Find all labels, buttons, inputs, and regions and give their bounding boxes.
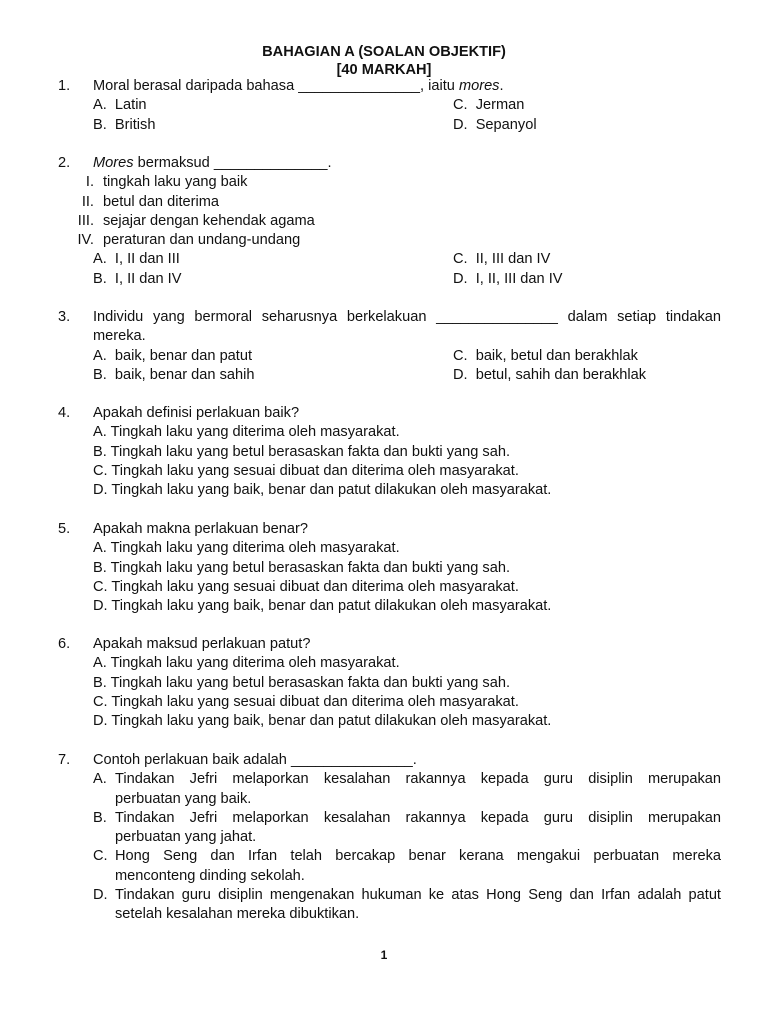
option-d: D. Tingkah laku yang baik, benar dan patut dilakukan oleh masyarakat. <box>93 482 552 499</box>
option-a: A. Tindakan Jefri melaporkan kesalahan rakannya kepada guru disiplin merupakan perbuatan yang baik. <box>93 771 721 807</box>
question-stem-continued: mereka. <box>93 328 146 345</box>
option-a: A. baik, benar dan patut <box>93 347 253 364</box>
question-4 <box>58 404 723 500</box>
option-c: C. baik, betul dan berakhlak <box>453 347 638 364</box>
option-b: B. I, II dan IV <box>93 270 182 287</box>
statement-item: I. tingkah laku yang baik <box>85 174 248 191</box>
question-stem: Contoh perlakuan baik adalah _______________. <box>93 752 417 768</box>
question-stem: Mores bermaksud ______________. <box>93 155 332 171</box>
option-d: D. I, II, III dan IV <box>453 270 563 287</box>
option-d: D. Tingkah laku yang baik, benar dan patut dilakukan oleh masyarakat. <box>93 713 552 730</box>
option-b: B. Tingkah laku yang betul berasaskan fakta dan bukti yang sah. <box>93 443 511 460</box>
option-c: C. II, III dan IV <box>453 251 551 268</box>
option-a: A. Latin <box>93 97 147 114</box>
question-6 <box>58 635 723 731</box>
question-5 <box>58 520 723 616</box>
statement-item: III. sejajar dengan kehendak agama <box>77 212 315 229</box>
question-2 <box>58 154 723 289</box>
question-1 <box>58 77 723 135</box>
option-b: B. British <box>93 116 156 133</box>
question-number: 2. <box>58 155 71 171</box>
question-number: 1. <box>58 78 71 94</box>
option-d: D. Tindakan guru disiplin mengenakan hukuman ke atas Hong Seng dan Irfan adalah patut setelah kesalahan mereka dibuktikan. <box>93 887 721 923</box>
option-a: A. I, II dan III <box>93 251 180 268</box>
question-stem: Apakah makna perlakuan benar? <box>93 521 309 537</box>
question-number: 4. <box>58 405 71 421</box>
option-b: B. Tingkah laku yang betul berasaskan fakta dan bukti yang sah. <box>93 559 511 576</box>
question-3 <box>58 308 723 385</box>
question-number: 5. <box>58 521 71 537</box>
option-c: C. Tingkah laku yang sesuai dibuat dan diterima oleh masyarakat. <box>93 462 519 479</box>
option-a: A. Tingkah laku yang diterima oleh masyarakat. <box>93 540 400 557</box>
option-a: A. Tingkah laku yang diterima oleh masyarakat. <box>93 655 400 672</box>
question-stem: Apakah definisi perlakuan baik? <box>93 405 300 421</box>
option-b: B. Tingkah laku yang betul berasaskan fakta dan bukti yang sah. <box>93 674 511 691</box>
question-stem: Individu yang bermoral seharusnya berkelakuan _______________ dalam setiap tindakan <box>93 309 721 325</box>
option-a: A. Tingkah laku yang diterima oleh masyarakat. <box>93 424 400 441</box>
section-marks: [40 MARKAH] <box>336 62 432 78</box>
question-number: 7. <box>58 752 71 768</box>
option-d: D. Sepanyol <box>453 116 537 133</box>
question-7 <box>58 751 723 925</box>
option-c: C. Hong Seng dan Irfan telah bercakap benar kerana mengakui perbuatan mereka menconteng dinding sekolah. <box>93 848 721 884</box>
option-b: B. Tindakan Jefri melaporkan kesalahan rakannya kepada guru disiplin merupakan perbuatan yang jahat. <box>93 809 721 846</box>
question-stem: Moral berasal daripada bahasa _______________, iaitu mores. <box>93 78 504 94</box>
statement-item: IV. peraturan dan undang-undang <box>77 232 301 249</box>
option-d: D. Tingkah laku yang baik, benar dan patut dilakukan oleh masyarakat. <box>93 598 552 615</box>
option-d: D. betul, sahih dan berakhlak <box>453 366 647 383</box>
section-title: BAHAGIAN A (SOALAN OBJEKTIF) <box>262 44 506 60</box>
option-b: B. baik, benar dan sahih <box>93 366 255 383</box>
option-c: C. Jerman <box>453 97 525 114</box>
option-c: C. Tingkah laku yang sesuai dibuat dan diterima oleh masyarakat. <box>93 693 519 710</box>
question-stem: Apakah maksud perlakuan patut? <box>93 636 311 652</box>
page-number: 1 <box>380 948 388 962</box>
statement-item: II. betul dan diterima <box>81 193 220 210</box>
question-number: 3. <box>58 309 71 325</box>
question-number: 6. <box>58 636 71 652</box>
option-c: C. Tingkah laku yang sesuai dibuat dan diterima oleh masyarakat. <box>93 578 519 595</box>
